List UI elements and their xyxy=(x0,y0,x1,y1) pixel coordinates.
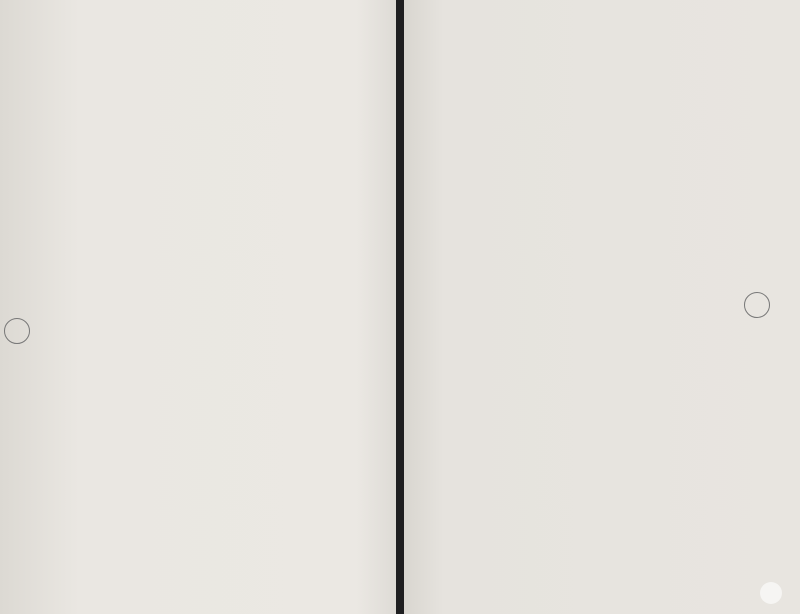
book-gutter xyxy=(396,0,404,614)
left-page-number xyxy=(4,318,30,344)
right-page xyxy=(404,0,800,614)
left-page xyxy=(0,0,396,614)
right-page-number xyxy=(744,292,770,318)
labirint-logo-icon xyxy=(760,582,782,604)
watermark xyxy=(760,582,786,604)
